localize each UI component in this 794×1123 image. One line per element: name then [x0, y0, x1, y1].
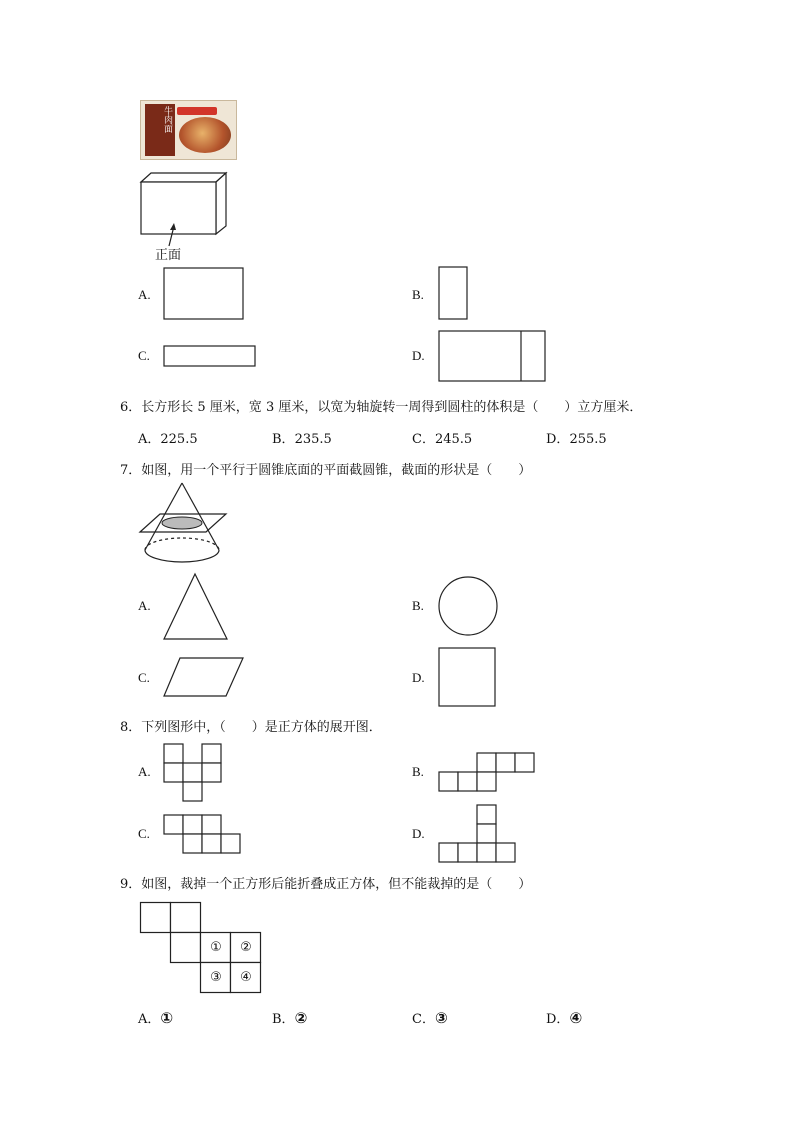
q8-option-b-label[interactable]: B.	[412, 764, 424, 779]
q7-option-d-label[interactable]: D.	[412, 670, 425, 685]
q7-option-a-label[interactable]: A.	[138, 598, 151, 613]
q5-option-c-label[interactable]: C.	[138, 348, 150, 363]
q9-cell-3: ③	[210, 970, 222, 985]
q6-option-c[interactable]	[412, 428, 472, 447]
q5-option-d-figure[interactable]	[438, 330, 548, 384]
q6-option-c-value: 245.5	[434, 432, 473, 447]
front-label: 正面	[155, 248, 182, 263]
q8-stem: 8．下列图形中，（ ）是正方体的展开图．	[120, 720, 382, 735]
photo-caption: 牛肉面	[162, 106, 172, 133]
q5-option-b-label[interactable]: B.	[412, 287, 424, 302]
q9-option-c[interactable]	[412, 1008, 448, 1027]
q7-option-c-parallelogram[interactable]	[163, 657, 245, 699]
q6-option-a-letter: A．	[138, 432, 161, 447]
q8-option-c-label[interactable]: C.	[138, 826, 150, 841]
q5-option-a-label[interactable]: A.	[138, 287, 151, 302]
q5-option-c-figure[interactable]	[163, 345, 257, 369]
q9-option-d-value: ④	[569, 1009, 583, 1027]
q6-option-d-value: 255.5	[569, 432, 607, 447]
q6-option-a[interactable]	[138, 428, 198, 447]
q8-option-d-label[interactable]: D.	[412, 826, 425, 841]
q6-stem: 6．长方形长 5 厘米，宽 3 厘米，以宽为轴旋转一周得到圆柱的体积是（ ）立方厘米．	[120, 400, 643, 415]
q8-option-d-net[interactable]	[438, 804, 518, 866]
q9-cell-1: ①	[210, 940, 222, 955]
photo-red-banner	[177, 107, 217, 115]
q6-option-d[interactable]	[546, 428, 607, 447]
q8-option-c-net[interactable]	[163, 814, 243, 856]
q8-option-b-net[interactable]	[438, 752, 538, 794]
box-3d-figure	[136, 170, 236, 240]
q9-option-b-value: ②	[294, 1009, 308, 1027]
q9-net-figure	[140, 902, 264, 996]
q9-option-c-letter: C．	[412, 1012, 435, 1027]
q5-option-a-figure[interactable]	[163, 267, 245, 321]
q5-option-d-label[interactable]: D.	[412, 348, 425, 363]
q9-cell-2: ②	[240, 940, 252, 955]
q7-option-c-label[interactable]: C.	[138, 670, 150, 685]
q7-option-d-square[interactable]	[438, 647, 498, 709]
q9-option-b[interactable]	[272, 1008, 307, 1027]
q9-option-c-value: ③	[434, 1009, 448, 1027]
q7-stem: 7．如图，用一个平行于圆锥底面的平面截圆锥，截面的形状是（ ）	[120, 463, 532, 478]
q6-option-b-letter: B．	[272, 432, 295, 447]
q7-option-b-label[interactable]: B.	[412, 598, 424, 613]
photo-noodle-bowl	[179, 117, 231, 153]
q9-option-a-letter: A．	[138, 1012, 161, 1027]
q6-option-b[interactable]	[272, 428, 332, 447]
q7-option-a-triangle[interactable]	[163, 572, 229, 642]
q9-option-d[interactable]	[546, 1008, 582, 1027]
q6-option-d-letter: D．	[546, 432, 570, 447]
cone-section-figure	[138, 480, 230, 568]
q9-option-a-value: ①	[160, 1009, 174, 1027]
q7-option-b-circle[interactable]	[438, 576, 500, 638]
q8-option-a-net[interactable]	[163, 743, 225, 805]
q6-option-a-value: 225.5	[160, 432, 198, 447]
q5-option-b-figure[interactable]	[438, 266, 470, 322]
q9-option-b-letter: B．	[272, 1012, 295, 1027]
q9-cell-4: ④	[240, 970, 252, 985]
q6-option-c-letter: C．	[412, 432, 435, 447]
noodle-box-photo	[140, 100, 237, 160]
q9-option-d-letter: D．	[546, 1012, 570, 1027]
q6-option-b-value: 235.5	[294, 432, 332, 447]
q8-option-a-label[interactable]: A.	[138, 764, 151, 779]
q9-stem: 9．如图，裁掉一个正方形后能折叠成正方体，但不能裁掉的是（ ）	[120, 877, 532, 892]
q9-option-a[interactable]	[138, 1008, 173, 1027]
